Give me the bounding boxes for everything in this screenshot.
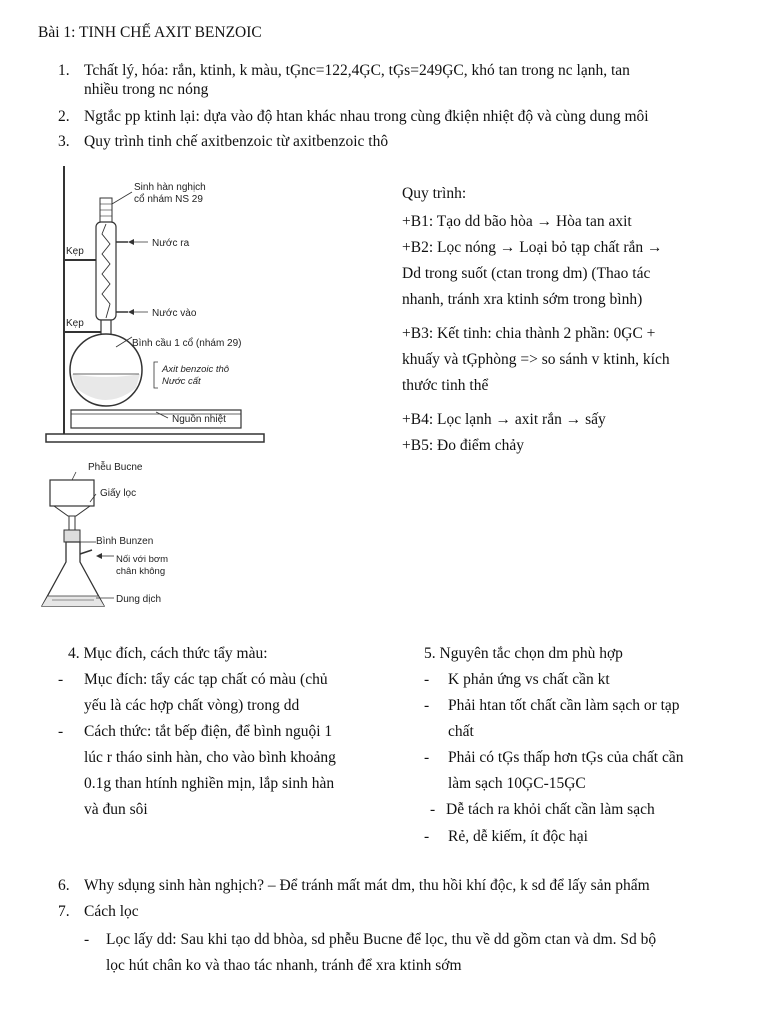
section-4-method-line-2: lúc r tháo sinh hàn, cho vào bình khoảng (84, 749, 336, 766)
section-5-heading: 5. Nguyên tắc chọn dm phù hợp (424, 645, 623, 662)
label-buchner-funnel: Phễu Bucne (88, 462, 143, 473)
section-5-point-1: K phản ứng vs chất cần kt (448, 671, 610, 688)
item-3: Quy trình tinh chế axitbenzoic từ axitbenzoic thô (84, 133, 389, 150)
procedure-heading: Quy trình: (402, 185, 467, 202)
label-filter-paper: Giấy lọc (100, 488, 137, 499)
section-4-method-line-4: và đun sôi (84, 801, 148, 818)
item-1-line-1: Tchất lý, hóa: rắn, ktinh, k màu, tĢnc=122,4ĢC, tĢs=249ĢC, khó tan trong nc lạnh, tan (84, 62, 630, 79)
item-2: Ngtắc pp ktinh lại: dựa vào độ htan khác nhau trong cùng đkiện nhiệt độ và cùng dung môi (84, 108, 649, 125)
page-title: Bài 1: TINH CHẾ AXIT BENZOIC (38, 24, 262, 41)
item-number: 6. (58, 877, 70, 894)
section-7-line-2: lọc hút chân ko và thao tác nhanh, tránh để xra ktinh sớm (106, 957, 462, 974)
item-number: 1. (58, 62, 70, 79)
bullet-dash: - (424, 671, 430, 688)
label-flask: Bình cầu 1 cổ (nhám 29) (132, 338, 242, 349)
procedure-step-3-line-3: thước tinh thể (402, 377, 489, 394)
label-water-in: Nước vào (152, 308, 197, 319)
buchner-funnel-shape (50, 480, 94, 506)
bullet-dash: - (424, 697, 430, 714)
procedure-step-2-line-3: nhanh, tránh xra ktinh sớm trong bình) (402, 291, 643, 308)
item-1-line-2: nhiều trong nc nóng (84, 81, 209, 98)
label-ground-joint: cổ nhám NS 29 (134, 194, 203, 205)
bullet-dash: - (430, 801, 436, 818)
label-solution: Dung dịch (116, 594, 162, 605)
procedure-step-2-line-2: Dd trong suốt (ctan trong dm) (Thao tác (402, 265, 651, 282)
section-7-heading: Cách lọc (84, 903, 139, 920)
procedure-step-2-line-1: +B2: Lọc nóng → Loại bỏ tạp chất rắn → (402, 239, 663, 256)
section-5-point-2-line-2: chất (448, 723, 474, 740)
label-acid: Axit benzoic thô (162, 364, 230, 375)
stand-base (46, 434, 264, 442)
reflux-apparatus-diagram (36, 162, 276, 447)
section-6-text: Why sdụng sinh hàn nghịch? – Để tránh mất mát dm, thu hồi khí độc, k sd để lấy sản phẩm (84, 877, 650, 894)
label-water: Nước cất (162, 376, 201, 387)
section-4-purpose-line-2: yếu là các hợp chất vòng) trong dd (84, 697, 300, 714)
section-4-purpose-line-1: Mục đích: tẩy các tạp chất có màu (chủ (84, 671, 328, 688)
section-5-point-3-line-1: Phải có tĢs thấp hơn tĢs của chất cần (448, 749, 684, 766)
procedure-step-3-line-2: khuấy và tĢphòng => so sánh v ktinh, kích (402, 351, 670, 368)
section-4-method-line-1: Cách thức: tắt bếp điện, để bình nguội 1 (84, 723, 333, 740)
section-5-point-3-line-2: làm sạch 10ĢC-15ĢC (448, 775, 586, 792)
section-4-heading: 4. Mục đích, cách thức tẩy màu: (68, 645, 268, 662)
label-vacuum-1: Nối với bơm (116, 554, 169, 565)
buchner-filtration-diagram (36, 458, 236, 618)
bullet-dash: - (58, 671, 64, 688)
bullet-dash: - (84, 931, 90, 948)
section-7-line-1: Lọc lấy dd: Sau khi tạo dd bhòa, sd phễu Bucne để lọc, thu về dd gồm ctan và dm. Sd bộ (106, 931, 657, 948)
section-4-method-line-3: 0.1g than htính nghiền mịn, lắp sinh hàn (84, 775, 335, 792)
label-vacuum-2: chân không (116, 566, 166, 577)
condenser-jacket (96, 222, 116, 320)
procedure-step-1: +B1: Tạo dd bão hòa → Hòa tan axit (402, 213, 632, 230)
item-number: 2. (58, 108, 70, 125)
label-bunsen-flask: Bình Bunzen (96, 536, 154, 547)
item-number: 7. (58, 903, 70, 920)
label-condenser: Sinh hàn nghịch (134, 182, 206, 193)
procedure-step-4: +B4: Lọc lạnh → axit rắn → sấy (402, 411, 606, 428)
section-5-point-5: Rẻ, dễ kiếm, ít độc hại (448, 828, 588, 845)
item-number: 3. (58, 133, 70, 150)
label-clamp-1: Kẹp (66, 246, 84, 257)
procedure-step-5: +B5: Đo điểm chảy (402, 437, 524, 454)
label-clamp-2: Kẹp (66, 318, 84, 329)
section-5-point-4: Dễ tách ra khỏi chất cần làm sạch (446, 801, 655, 818)
label-heat-source: Nguồn nhiệt (172, 414, 226, 425)
section-5-point-2-line-1: Phải htan tốt chất cần làm sạch or tạp (448, 697, 680, 714)
bullet-dash: - (424, 828, 430, 845)
bullet-dash: - (58, 723, 64, 740)
procedure-step-3-line-1: +B3: Kết tinh: chia thành 2 phần: 0ĢC + (402, 325, 656, 342)
label-water-out: Nước ra (152, 238, 190, 249)
bullet-dash: - (424, 749, 430, 766)
